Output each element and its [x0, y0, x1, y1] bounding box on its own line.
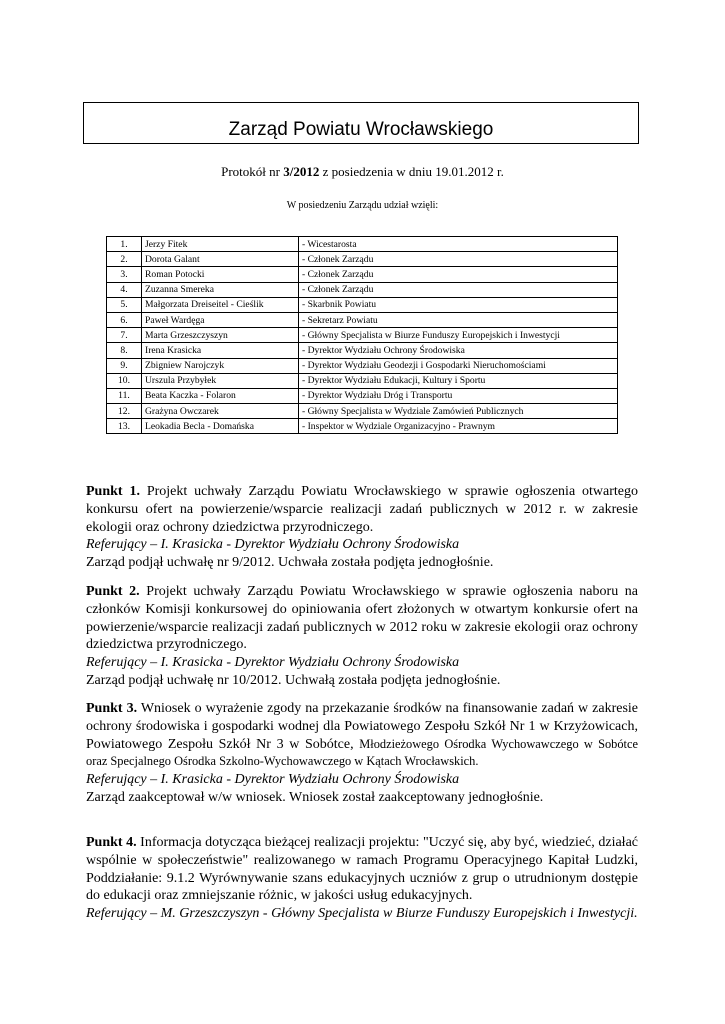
point-label: Punkt 3.	[86, 701, 138, 716]
table-row	[107, 419, 618, 434]
table-row	[107, 252, 618, 267]
title-box	[83, 102, 639, 144]
point-label: Punkt 2.	[86, 584, 140, 599]
table-row	[107, 297, 618, 312]
point-text: Wniosek o wyrażenie zgody na przekazanie środków na finansowanie zadań w zakresie ochrony środowiska i gospodarki wodnej dla Powiatowego Zespołu Szkół Nr 1 w Krzyżowicach, Powiatowego Zespołu Szkół Nr 3 w Sobótce,	[86, 701, 639, 752]
member-name: Grażyna Owczarek	[142, 404, 299, 419]
member-number: 11.	[107, 388, 142, 403]
point-decision: Zarząd podjął uchwałę nr 9/2012. Uchwała została podjęta jednogłośnie.	[86, 555, 494, 571]
member-number: 9.	[107, 358, 142, 373]
member-number: 2.	[107, 252, 142, 267]
member-role: - Dyrektor Wydziału Dróg i Transportu	[299, 388, 618, 403]
point-referent: Referujący – I. Krasicka - Dyrektor Wydziału Ochrony Środowiska	[86, 537, 460, 553]
member-name: Małgorzata Dreiseitel - Cieślik	[142, 297, 299, 312]
member-role: - Wicestarosta	[299, 237, 618, 252]
point-referent: Referujący – I. Krasicka - Dyrektor Wydziału Ochrony Środowiska	[86, 655, 460, 671]
agenda-point-4	[86, 834, 638, 923]
attendance-intro: W posiedzeniu Zarządu udział wzięli:	[286, 200, 439, 211]
page-title: Zarząd Powiatu Wrocławskiego	[228, 119, 494, 140]
member-role: - Dyrektor Wydziału Ochrony Środowiska	[299, 343, 618, 358]
member-name: Urszula Przybyłek	[142, 373, 299, 388]
table-row	[107, 373, 618, 388]
table-row	[107, 388, 618, 403]
protocol-line	[0, 164, 725, 180]
point-label: Punkt 1.	[86, 484, 140, 499]
member-name: Dorota Galant	[142, 252, 299, 267]
table-row	[107, 404, 618, 419]
member-role: - Sekretarz Powiatu	[299, 312, 618, 327]
table-row	[107, 237, 618, 252]
member-role: - Członek Zarządu	[299, 267, 618, 282]
point-referent: Referujący – M. Grzeszczyszyn - Główny Specjalista w Biurze Funduszy Europejskich i Inwestycji.	[86, 906, 638, 922]
member-role: - Główny Specjalista w Biurze Funduszy Europejskich i Inwestycji	[299, 328, 618, 343]
member-name: Roman Potocki	[142, 267, 299, 282]
member-number: 4.	[107, 282, 142, 297]
protocol-suffix: z posiedzenia w dniu 19.01.2012 r.	[319, 164, 504, 179]
member-name: Jerzy Fitek	[142, 237, 299, 252]
member-number: 13.	[107, 419, 142, 434]
member-role: - Inspektor w Wydziale Organizacyjno - Prawnym	[299, 419, 618, 434]
member-role: - Dyrektor Wydziału Edukacji, Kultury i Sportu	[299, 373, 618, 388]
member-name: Zbigniew Narojczyk	[142, 358, 299, 373]
point-referent: Referujący – I. Krasicka - Dyrektor Wydziału Ochrony Środowiska	[86, 772, 460, 788]
protocol-number: 3/2012	[283, 164, 320, 179]
member-role: - Dyrektor Wydziału Geodezji i Gospodarki Nieruchomościami	[299, 358, 618, 373]
member-number: 10.	[107, 373, 142, 388]
point-text: Informacja dotycząca bieżącej realizacji projektu: "Uczyć się, aby być, wiedzieć, działać wspólnie w społeczeństwie" realizowanego w ramach Programu Operacyjnego Kapitał Ludzki, Poddziałanie: 9.1.2 Wyrównywanie szans edukacyjnych uczniów z grup o utrudnionym dostępie do edukacji oraz zmniejszanie różnic, w jakości usług edukacyjnych.	[86, 835, 638, 904]
table-row	[107, 282, 618, 297]
point-text: Projekt uchwały Zarządu Powiatu Wrocławskiego w sprawie ogłoszenia naboru na członków Komisji konkursowej do opiniowania ofert złożonych w otwartym konkursie ofert na powierzenie/wsparcie realizacji zadań publicznych w 2012 roku w zakresie ekologii oraz ochrony dziedzictwa przyrodniczego.	[86, 584, 639, 653]
agenda-point-2	[86, 583, 638, 690]
member-role: - Członek Zarządu	[299, 252, 618, 267]
member-role: - Skarbnik Powiatu	[299, 297, 618, 312]
member-name: Zuzanna Smereka	[142, 282, 299, 297]
point-label: Punkt 4.	[86, 835, 137, 850]
member-name: Irena Krasicka	[142, 343, 299, 358]
member-name: Marta Grzeszczyszyn	[142, 328, 299, 343]
member-number: 7.	[107, 328, 142, 343]
table-row	[107, 328, 618, 343]
point-text-continued: Młodzieżowego Ośrodka Wychowawczego w Sobótce oraz Specjalnego Ośrodka Szkolno-Wychowawczego w Kątach Wrocławskich.	[86, 736, 639, 769]
agenda-point-1	[86, 483, 638, 572]
table-row	[107, 312, 618, 327]
member-name: Leokadia Becla - Domańska	[142, 419, 299, 434]
protocol-prefix: Protokół nr	[221, 164, 284, 179]
point-text: Projekt uchwały Zarządu Powiatu Wrocławskiego w sprawie ogłoszenia otwartego konkursu ofert na powierzenie/wsparcie realizacji zadań publicznych w 2012 r. w zakresie ekologii oraz ochrony dziedzictwa przyrodniczego.	[86, 484, 639, 535]
table-row	[107, 358, 618, 373]
member-number: 12.	[107, 404, 142, 419]
point-decision: Zarząd zaakceptował w/w wniosek. Wniosek został zaakceptowany jednogłośnie.	[86, 789, 544, 805]
member-name: Beata Kaczka - Folaron	[142, 388, 299, 403]
members-table	[106, 236, 618, 434]
table-row	[107, 267, 618, 282]
point-decision: Zarząd podjął uchwałę nr 10/2012. Uchwałą została podjęta jednogłośnie.	[86, 672, 501, 688]
member-number: 8.	[107, 343, 142, 358]
member-role: - Główny Specjalista w Wydziale Zamówień Publicznych	[299, 404, 618, 419]
member-role: - Członek Zarządu	[299, 282, 618, 297]
member-number: 5.	[107, 297, 142, 312]
member-number: 1.	[107, 237, 142, 252]
member-name: Paweł Wardęga	[142, 312, 299, 327]
table-row	[107, 343, 618, 358]
member-number: 3.	[107, 267, 142, 282]
member-number: 6.	[107, 312, 142, 327]
agenda-point-3	[86, 700, 638, 807]
